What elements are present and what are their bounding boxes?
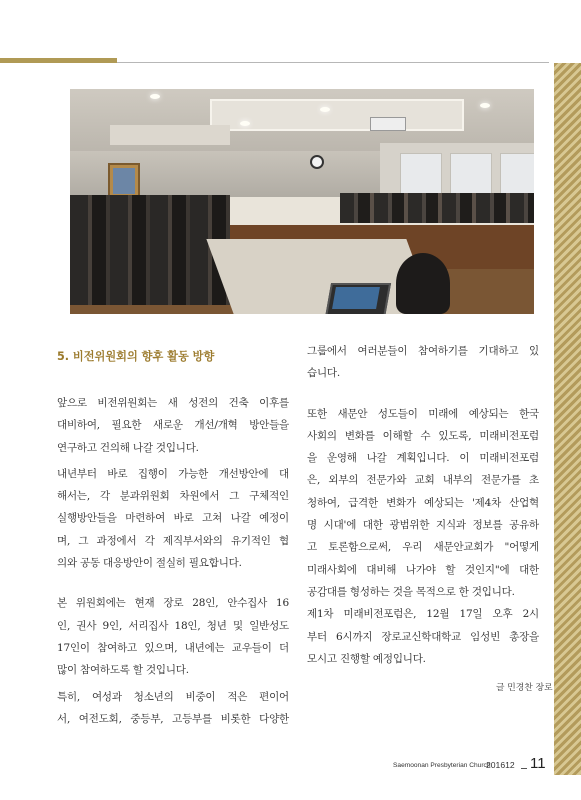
- photo-ceiling-light: [480, 103, 490, 108]
- paragraph-participation: [57, 686, 289, 731]
- text-line: 은, 외부의 전문가와 교회 내부의 전문가를 초: [307, 474, 539, 487]
- text-line: 내년부터 바로 집행이 가능한 개선방안에 대: [57, 467, 289, 480]
- text-line: 연구하고 건의해 나갈 것입니다.: [57, 441, 199, 454]
- text-line: 을 운영해 나갈 계획입니다. 이 미래비전포럼: [307, 452, 539, 465]
- text-line: 제1차 미래비전포럼은, 12월 17일 오후 2시: [307, 608, 539, 621]
- paragraph-implementation-plan: [57, 463, 289, 574]
- photo-laptop-screen: [332, 287, 380, 309]
- text-line: 앞으로 비전위원회는 새 성전의 건축 이후를: [57, 397, 289, 409]
- photo-ceiling-light: [150, 94, 160, 99]
- text-line: 서, 여전도회, 중등부, 고등부를 비롯한 다양한: [57, 712, 289, 725]
- author-byline: 글 민경찬 장로: [496, 683, 553, 693]
- text-column-left: [57, 340, 289, 734]
- paragraph-vision-forum: [307, 403, 539, 604]
- text-line: 미래사회에 대비해 나가야 할 것인지"에 대한: [307, 563, 539, 576]
- text-line: 고 토론함으로써, 우리 새문안교회가 "어떻게: [307, 541, 539, 554]
- paragraph-committee-members: [57, 592, 289, 681]
- text-line: 특히, 여성과 청소년의 비중이 적은 편이어: [57, 690, 289, 703]
- footer-church-name: Saemoonan Presbyterian Church: [393, 762, 491, 769]
- text-line: 인, 권사 9인, 서리집사 18인, 청년 및 일반성도: [57, 619, 289, 632]
- page-number: 11: [530, 755, 546, 772]
- footer-issue-number: 201612: [486, 760, 515, 770]
- text-line: 며, 그 과정에서 각 제직부서와의 유기적인 협: [57, 534, 289, 547]
- text-line: 대비하여, 필요한 새로운 개선/개혁 방안들을: [57, 419, 289, 432]
- text-line: 습니다.: [307, 367, 340, 380]
- paragraph-future-improvements: [57, 392, 289, 459]
- photo-ceiling-panel: [110, 125, 230, 145]
- photo-painting-canvas: [113, 168, 135, 194]
- text-line: 청하여, 급격한 변화가 예상되는 '제4차 산업혁: [307, 496, 539, 509]
- text-line: 또한 새문안 성도들이 미래에 예상되는 한국: [307, 407, 539, 420]
- photo-clock: [310, 155, 324, 169]
- footer-separator: [521, 768, 527, 769]
- paragraph-first-forum: [307, 603, 539, 670]
- text-line: 본 위원회에는 현재 장로 28인, 안수집사 16: [57, 597, 289, 610]
- text-line: 명 시대'에 대한 광범위한 지식과 정보를 공유하: [307, 519, 539, 532]
- photo-attendees-right: [340, 193, 534, 223]
- text-line: 그룹에서 여러분들이 참여하기를 기대하고 있: [307, 345, 539, 357]
- photo-ceiling-light: [320, 107, 330, 112]
- text-line: 17인이 참여하고 있으며, 내년에는 교우들이 더: [57, 641, 289, 654]
- photo-ceiling-panel: [210, 99, 464, 131]
- photo-ceiling-light: [240, 121, 250, 126]
- header-rule: [117, 62, 549, 63]
- text-column-right: [307, 340, 539, 674]
- header-accent-bar: [0, 58, 117, 63]
- section-heading: 5. 비전위원회의 향후 활동 방향: [57, 350, 215, 363]
- text-line: 사회의 변화를 이해할 수 있도록, 미래비전포럼: [307, 429, 539, 442]
- text-line: 부터 6시까지 장로교신학대학교 임성빈 총장을: [307, 630, 539, 643]
- side-decorative-stripe: [554, 63, 581, 775]
- photo-foreground-attendee: [396, 253, 450, 314]
- text-line: 공감대를 형성하는 것을 목적으로 한 것입니다.: [307, 585, 515, 598]
- text-line: 모시고 진행할 예정입니다.: [307, 652, 426, 665]
- meeting-photo: [70, 89, 534, 314]
- photo-attendees-left: [70, 195, 230, 305]
- text-line: 실행방안들을 마련하여 바로 고쳐 나갈 예정이: [57, 512, 289, 525]
- text-line: 해서는, 각 분과위원회 차원에서 그 구체적인: [57, 490, 289, 503]
- photo-projector: [370, 117, 406, 131]
- paragraph-participation-continued: [307, 340, 539, 385]
- text-line: 많이 참여하도록 할 것입니다.: [57, 664, 189, 677]
- text-line: 의와 공동 대응방안이 절실히 필요합니다.: [57, 557, 242, 570]
